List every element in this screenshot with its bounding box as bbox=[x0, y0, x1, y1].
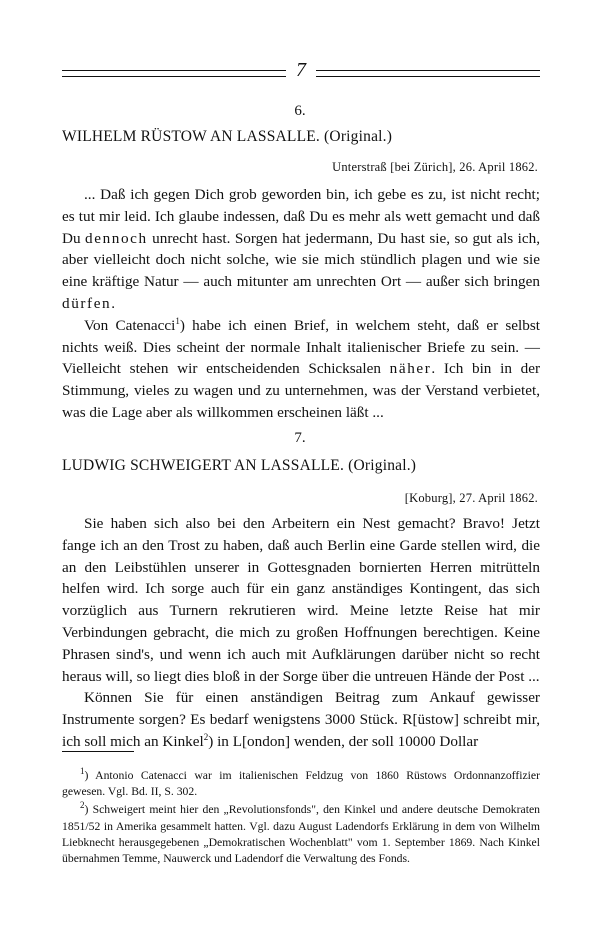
place-date-6: Unterstraß [bei Zürich], 26. April 1862. bbox=[332, 160, 538, 174]
text-run: . bbox=[111, 294, 116, 312]
footnote-1 bbox=[62, 768, 540, 800]
footnote-2 bbox=[62, 802, 540, 867]
paragraph bbox=[62, 184, 540, 315]
letter-body-7 bbox=[62, 513, 540, 753]
emphasis: dürfen bbox=[62, 294, 112, 312]
text-run: ) in L[ondon] wenden, der soll 10000 Dollar bbox=[208, 732, 479, 750]
footnote-rule bbox=[62, 751, 134, 752]
footnotes bbox=[62, 768, 540, 869]
text-run: Können Sie für einen anständigen Beitrag zum Ankauf gewisser Instrumente sorgen? Es bedarf wenigstens 3000 Stück. R[üstow] schreibt mir, ich soll mich an Kinkel bbox=[62, 689, 540, 750]
running-head bbox=[62, 59, 540, 88]
paragraph bbox=[62, 315, 540, 424]
page-number: 7 bbox=[296, 59, 306, 81]
letter-heading-6: WILHELM RÜSTOW AN LASSALLE. (Original.) bbox=[62, 128, 393, 145]
footnote-ref-2[interactable]: 2 bbox=[203, 731, 209, 742]
letter-number-7: 7. bbox=[294, 430, 306, 446]
double-rule-right bbox=[316, 70, 540, 77]
text-run: ) habe ich einen Brief, in welchem steht, daß er selbst nichts weiß. Dies scheint der normale Inhalt italienischer Briefe zu sein. — Vielleicht stehen wir entscheidenden Schicksalen bbox=[62, 316, 540, 378]
text-run: unrecht hast. Sorgen hat jedermann, Du hast sie, so gut als ich, aber vielleicht doch nicht solche, wie sie mich stündlich plagen und wie sie eine kräftige Natur — auch mitunter am unrechten Ort — außer sich bringen bbox=[62, 229, 541, 291]
letter-number-6: 6. bbox=[294, 103, 306, 119]
footnote-text: ) Antonio Catenacci war im italienischen Feldzug von 1860 Rüstows Ordonnanzoffizier gewesen. Vgl. Bd. II, S. 302. bbox=[62, 769, 540, 799]
paragraph: Sie haben sich also bei den Arbeitern ein Nest gemacht? Bravo! Jetzt fange ich an den Trost zu haben, daß auch Berlin eine Garde stellen wird, die an den Leibstühlen unserer in Gottesgnaden bornierten Herren mitrütteln helfen wird. Ich sorge auch für ein ganz anständiges Kontingent, das sich vorzüglich aus Turnern rekrutieren wird. Meine letzte Reise hat mir Verbindungen gebracht, die mich zu großen Hoffnungen berechtigen. Keine Phrasen sind's, und wenn ich auch mit Aufklärungen darüber nicht so recht heraus will, so liegt dies bloß in der Sorge über die untreuen Hände der Post ... bbox=[62, 515, 540, 685]
paragraph bbox=[62, 687, 540, 752]
footnote-ref-1[interactable]: 1 bbox=[175, 315, 180, 326]
text-run: ... Daß ich gegen Dich grob geworden bin, ich gebe es zu, ist nicht recht; es tut mir leid. Ich glaube indessen, daß Du es mehr als wett gemacht und daß Du bbox=[62, 186, 540, 247]
footnote-mark: 1 bbox=[80, 766, 85, 777]
footnote-text: ) Schweigert meint hier den „Revolutionsfonds", den Kinkel und andere deutsche Demokraten 1851/52 in Amerika gesammelt hatten. Vgl. dazu August Ladendorfs Erklärung in dem von Wilhelm Liebknecht herausgegebenen „Demokratischen Wochenblatt" vom 1. September 1869. Nach Kinkel übernahmen Temme, Nauwerck und Ladendorf die Verwaltung des Fonds. bbox=[62, 803, 540, 866]
letter-body-6 bbox=[62, 184, 540, 424]
footnote-mark: 2 bbox=[80, 800, 85, 811]
place-date-7: [Koburg], 27. April 1862. bbox=[404, 491, 538, 505]
text-run: . Ich bin in der Stimmung, vieles zu wagen und zu unternehmen, was der Verstand verbietet, was die Lage aber als willkommen erscheinen läßt ... bbox=[62, 360, 540, 421]
text-run: Von Catenacci bbox=[84, 316, 176, 334]
emphasis: näher bbox=[389, 360, 432, 378]
emphasis: dennoch bbox=[85, 229, 148, 247]
letter-heading-7: LUDWIG SCHWEIGERT AN LASSALLE. (Original.) bbox=[62, 457, 417, 474]
